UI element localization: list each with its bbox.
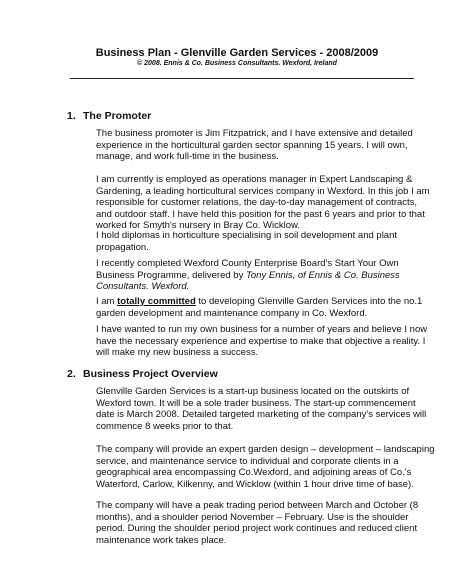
text-line: I hold diplomas in horticulture specialising in soil development and plant: [96, 230, 398, 241]
text-line: manage, and work full-time in the business.: [96, 151, 279, 163]
text-line: months), and a shoulder period November – February. Use is the shoulder: [96, 511, 409, 523]
text-line: responsible for customer relations, the day-to-day management of contracts,: [96, 197, 418, 209]
text-line: date is March 2008. Detailed targeted marketing of the company's services will: [96, 409, 427, 421]
text-line: Gardening, a leading horticultural services company in Wexford. In this job I am: [96, 185, 430, 197]
text-line: Glenville Garden Services is a start-up business located on the outskirts of: [96, 386, 410, 397]
text-fragment: Business Programme, delivered by: [96, 269, 246, 281]
emphasized-text: totally committed: [117, 296, 196, 307]
text-line: period. During the shoulder period project work continues and reduced client: [96, 523, 418, 535]
italic-text: Consultants. Wexford.: [96, 281, 190, 293]
text-line: Wexford town. It will be a sole trader business. The start-up commencement: [96, 397, 416, 409]
text-line: The business promoter is Jim Fitzpatrick, and I have extensive and detailed: [96, 128, 413, 139]
paragraph: [96, 258, 436, 293]
paragraph: [96, 444, 436, 490]
paragraph: [96, 174, 436, 232]
text-line: maintenance work takes place.: [96, 534, 227, 546]
text-line: [96, 270, 436, 282]
text-line: Waterford, Carlow, Kilkenny, and Wicklow (within 1 hour drive time of base).: [96, 478, 414, 490]
paragraph: [96, 230, 436, 253]
document-title: Business Plan - Glenville Garden Services - 2008/2009: [95, 47, 379, 59]
paragraph: [96, 128, 436, 163]
paragraph: [96, 386, 436, 432]
text-line: The company will provide an expert garden design – development – landscaping: [96, 444, 435, 455]
text-fragment: I am: [96, 296, 118, 307]
section-title: The Promoter: [83, 110, 152, 122]
text-line: I am currently is employed as operations manager in Expert Landscaping &: [96, 174, 413, 185]
text-line: garden development and maintenance company in Co. Wexford.: [96, 307, 368, 319]
section-number: 2.: [67, 368, 76, 380]
text-line: I have wanted to run my own business for a number of years and believe I now: [96, 324, 428, 335]
section-heading-promoter: [67, 110, 151, 122]
text-fragment: to developing Glenville Garden Services into the no.1: [195, 296, 423, 307]
section-title: Business Project Overview: [83, 368, 218, 380]
text-line: experience in the horticultural garden sector spanning 15 years. I will own,: [96, 139, 408, 151]
section-number: 1.: [67, 110, 76, 122]
italic-text: Tony Ennis, of Ennis & Co. Business: [245, 269, 400, 281]
text-line: propagation.: [96, 241, 149, 253]
header-divider: [70, 78, 414, 79]
section-heading-project-overview: [67, 368, 218, 380]
text-line: will make my new business a success.: [96, 347, 259, 359]
document-subtitle: © 2008. Ennis & Co. Business Consultants. Wexford, Ireland: [137, 60, 337, 67]
text-line: The company will have a peak trading period between March and October (8: [96, 500, 419, 511]
text-line: and outdoor staff. I have held this position for the past 6 years and prior to that: [96, 208, 425, 220]
text-line: commence 8 weeks prior to that.: [96, 420, 234, 432]
paragraph: [96, 324, 436, 359]
text-line: geographical area encompassing Co.Wexford, and adjoining areas of Co.'s: [96, 467, 412, 479]
text-line: [96, 296, 436, 308]
text-line: worked for Smyth's nursery in Bray Co. Wicklow.: [96, 220, 301, 232]
text-line: service, and maintenance service to individual and corporate clients in a: [96, 455, 399, 467]
paragraph: [96, 296, 436, 319]
paragraph: [96, 500, 436, 546]
text-line: have the necessary experience and expertise to make that objective a reality. I: [96, 335, 426, 347]
text-line: I recently completed Wexford County Enterprise Board's Start Your Own: [96, 258, 399, 269]
